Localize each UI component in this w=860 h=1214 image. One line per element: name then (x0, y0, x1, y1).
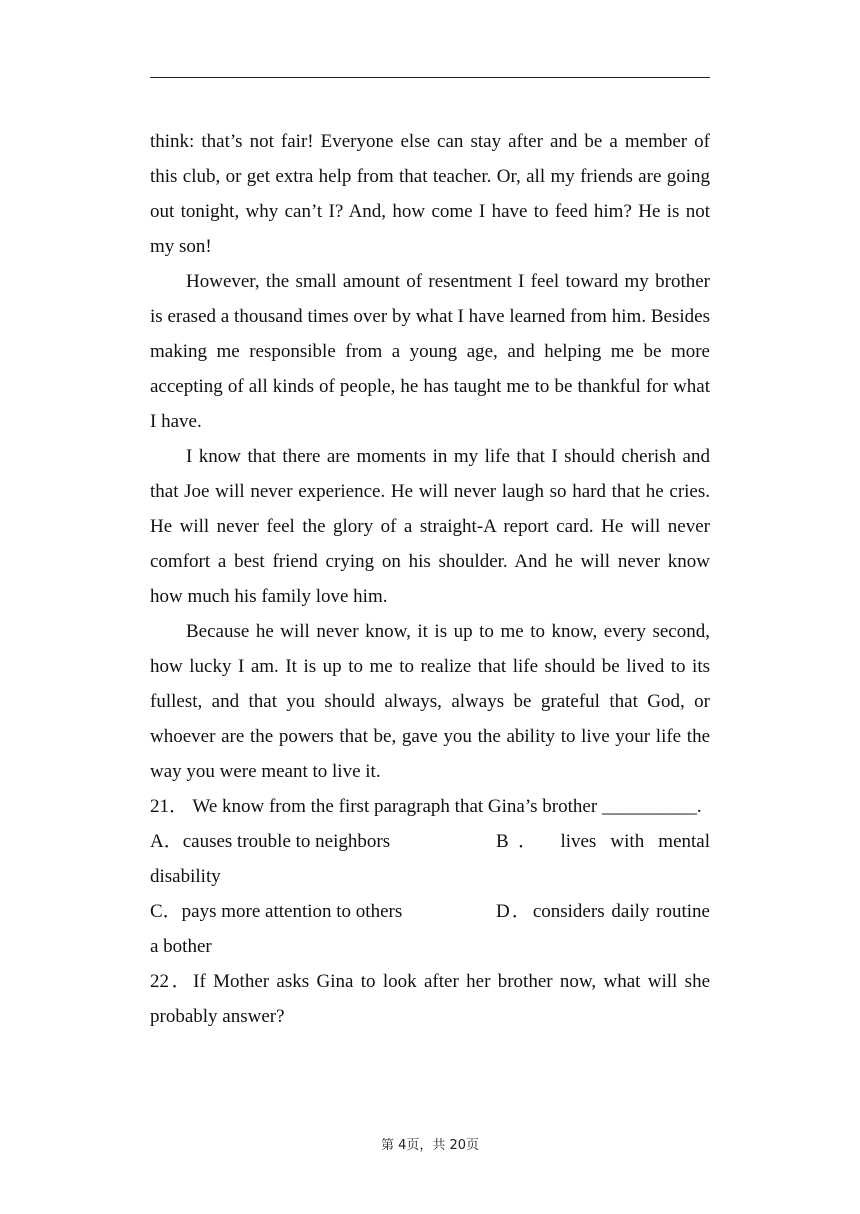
passage-paragraph-2: However, the small amount of resentment I feel toward my brother is erased a thousand times over by what I have learned from him. Besides making me responsible from a young age, and helping me be more accepting of all kinds of people, he has taught me to be thankful for what I have. (150, 271, 710, 432)
option-21-a: A．causes trouble to neighbors (150, 831, 391, 852)
passage-paragraph-4: Because he will never know, it is up to me to know, every second, how lucky I am. It is up to me to realize that life should be lived to its fullest, and that you should always, always be grateful that God, or whoever are the powers that be, gave you the ability to live your life the way you were meant to live it. (150, 621, 710, 782)
question-21-stem: 21． We know from the first paragraph that Gina’s brother __________. (150, 796, 702, 817)
question-22-stem: 22．If Mother asks Gina to look after her brother now, what will she probably answer? (150, 971, 710, 1027)
page-footer: 第 4页，共 20页 (380, 1138, 480, 1153)
option-row-ab (150, 824, 710, 859)
option-21-b-continuation: disability (150, 866, 221, 887)
header-rule (150, 77, 710, 78)
option-21-c: C．pays more attention to others (150, 901, 403, 922)
page-content (150, 124, 710, 1034)
option-21-d: D．considers daily routine (496, 901, 710, 922)
question-21-options (150, 824, 710, 964)
option-21-b: B． lives with mental (496, 831, 710, 852)
option-row-cd (150, 894, 710, 929)
passage-paragraph-1: think: that’s not fair! Everyone else can stay after and be a member of this club, or get extra help from that teacher. Or, all my friends are going out tonight, why can’t I? And, how come I have to feed him? He is not my son! (150, 131, 710, 257)
passage-paragraph-3: I know that there are moments in my life that I should cherish and that Joe will never experience. He will never laugh so hard that he cries. He will never feel the glory of a straight-A report card. He will never comfort a best friend crying on his shoulder. And he will never know how much his family love him. (150, 446, 710, 607)
option-21-d-continuation: a bother (150, 936, 212, 957)
